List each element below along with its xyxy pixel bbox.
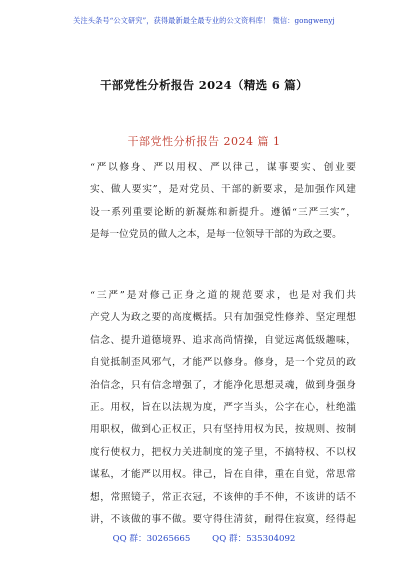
paragraph-line: 谋私，才能严以用权。律己，旨在自律，重在自觉，常思常 xyxy=(90,469,356,481)
paragraph-line: 讲，不该做的事不做。要守得住清贫，耐得住寂寞，经得起 xyxy=(90,514,356,526)
paragraph-line: 正。用权，旨在以法规为度，严字当头，公字在心，杜绝滥 xyxy=(90,402,356,414)
paragraph-line: 想，常照镜子，常正衣冠，不该伸的手不伸，不该讲的话不 xyxy=(90,491,356,503)
footer-contact: QQ 群：30265665 QQ 群：535304092 xyxy=(112,534,296,544)
paragraph-line: “严以修身、严以用权、严以律己，谋事要实、创业要 xyxy=(90,162,356,173)
paragraph-line: 自觉抵制歪风邪气，才能严以修身。修身，是一个党员的政 xyxy=(90,357,356,369)
document-title: 干部党性分析报告 2024（精选 6 篇） xyxy=(100,78,308,92)
paragraph-line: 设一系列重要论断的新凝炼和新提升。遵循“三严三实”， xyxy=(90,206,356,218)
paragraph-1 xyxy=(90,157,356,247)
paragraph-line: 是每一位党员的做人之本，是每一位领导干部的为政之要。 xyxy=(90,229,342,241)
section-heading: 干部党性分析报告 2024 篇 1 xyxy=(127,135,281,148)
paragraph-line: 信念、提升道德境界、追求高尚情操，自觉远离低级趣味， xyxy=(90,334,356,346)
paragraph-2 xyxy=(90,285,356,531)
paragraph-line: “三严”是对修己正身之道的规范要求，也是对我们共 xyxy=(90,290,356,301)
paragraph-line: 治信念，只有信念增强了，才能净化思想灵魂，做到身强身 xyxy=(90,379,356,391)
paragraph-line: 实、做人要实”，是对党员、干部的新要求，是加强作风建 xyxy=(90,184,356,196)
paragraph-line: 用职权，做到心正权正，只有坚持用权为民，按规则、按制 xyxy=(90,424,356,436)
paragraph-line: 产党人为政之要的高度概括。只有加强党性修养、坚定理想 xyxy=(90,312,356,324)
paragraph-line: 度行使权力，把权力关进制度的笼子里，不搞特权、不以权 xyxy=(90,446,356,458)
header-banner: 关注头条号“公文研究”，获得最新最全最专业的公文资料库！ 微信：gongwenyj xyxy=(73,16,335,25)
